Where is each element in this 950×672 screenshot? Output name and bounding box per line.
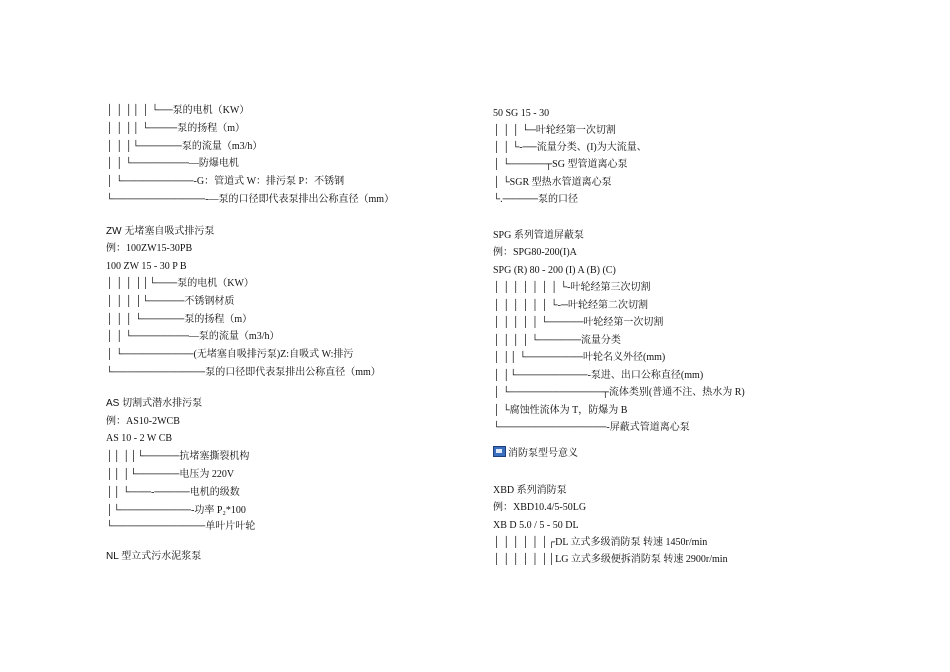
line-text: │ │ │ └──────泵的扬程（m） (106, 314, 253, 325)
line-text: 50 SG 15 - 30 (493, 108, 550, 119)
text-line (493, 446, 578, 460)
text-line (493, 404, 627, 418)
line-text: │ │ │ │ │ │┌DL 立式多级消防泵 转速 1450r/min (493, 537, 708, 548)
text-line (493, 246, 577, 260)
line-text: │ │ │ │ │ └─────叶轮经第一次切割 (493, 317, 664, 328)
text-line (106, 175, 344, 189)
text-line (106, 157, 239, 171)
text-line (493, 281, 651, 295)
text-line (106, 432, 172, 446)
line-text: │ │└──────────-泵进、出口公称直径(mm) (493, 370, 704, 381)
line-text: ││ │└──────电压为 220V (106, 469, 235, 480)
section-heading (106, 550, 201, 564)
line-text: │ │ │ │ │ │ │ └-叶轮经第三次切割 (493, 282, 651, 293)
line-text: ││ └───-─────电机的级数 (106, 487, 240, 498)
line-text: 例：SPG80-200(I)A (493, 247, 577, 258)
line-text: │ └─────┬SG 型管道离心泵 (493, 159, 628, 170)
line-text: │ └──────────(无堵塞自吸排污泵)Z:自吸式 W:排污 (106, 349, 354, 360)
line-text: └─────────────-—泵的口径即代表泵排出公称直径（mm） (106, 194, 395, 205)
text-line (106, 295, 234, 309)
text-line (106, 415, 180, 429)
text-line (106, 104, 249, 118)
text-line (493, 264, 616, 278)
line-text: NL 型立式污水泥浆泵 (106, 551, 202, 562)
line-text: └───────────────-屏蔽式管道离心泵 (493, 422, 690, 433)
text-line (106, 242, 192, 256)
image-icon (493, 446, 506, 457)
text-line (493, 386, 745, 400)
text-line (106, 122, 245, 136)
line-text: 例：AS10-2WCB (106, 416, 180, 427)
line-text: │ └SGR 型热水管道离心泵 (493, 177, 612, 188)
text-line (493, 158, 627, 172)
line-text: 例：XBD10.4/5-50LG (493, 502, 587, 513)
line-text: SPG 系列管道屏蔽泵 (493, 230, 584, 241)
line-text: AS 10 - 2 W CB (106, 433, 173, 444)
text-line (493, 141, 647, 155)
line-text: ZW 无堵塞自吸式排污泵 (106, 226, 215, 237)
line-text: │ │ └────────—泵的流量（m3/h） (106, 331, 280, 342)
line-text: │ │ │ ││└───泵的电机（KW） (106, 278, 254, 289)
text-line (106, 366, 381, 380)
line-text: 消防泵型号意义 (508, 448, 578, 459)
line-text: │ │ └────────—防爆电机 (106, 158, 239, 169)
text-line (106, 450, 249, 464)
line-text: │ └──────────-G：管道式 W：排污泵 P：不锈钢 (106, 176, 345, 187)
line-text: XB D 5.0 / 5 - 50 DL (493, 520, 579, 531)
line-text: │ │ │└──────泵的流量（m3/h） (106, 141, 263, 152)
text-line (493, 176, 612, 190)
text-line (106, 468, 234, 482)
line-text: │ │ ││ └────泵的扬程（m） (106, 123, 246, 134)
text-line (493, 519, 579, 533)
text-line (106, 277, 254, 291)
line-text: AS 切割式潜水排污泵 (106, 398, 203, 409)
text-line (106, 260, 187, 274)
line-text: │ │ │ │ └──────流量分类 (493, 335, 621, 346)
text-line (493, 124, 616, 138)
text-line (493, 107, 549, 121)
line-text: │ │ │ └─叶轮经第一次切割 (493, 125, 616, 136)
text-line (493, 193, 578, 207)
line-text: ││ ││└─────抗堵塞撕裂机构 (106, 451, 250, 462)
text-line (106, 193, 394, 207)
line-text: 100 ZW 15 - 30 P B (106, 261, 187, 272)
line-text: SPG (R) 80 - 200 (I) A (B) (C) (493, 265, 616, 276)
text-line (493, 421, 690, 435)
text-line (106, 330, 280, 344)
text-line (493, 334, 621, 348)
line-text: └.─────泵的口径 (493, 194, 579, 205)
line-text: │ │ ││ │ └──泵的电机（KW） (106, 105, 250, 116)
text-line (493, 351, 665, 365)
text-line (106, 140, 262, 154)
line-text: XBD 系列消防泵 (493, 485, 567, 496)
section-heading (106, 397, 202, 411)
text-line (493, 553, 728, 567)
line-text: │ │ └-──流量分类、(I)为大流量、 (493, 142, 647, 153)
section-heading (106, 225, 214, 239)
text-line (493, 369, 703, 383)
line-text: │ │ │ │ │ │ └-─叶轮经第二次切割 (493, 300, 649, 311)
text-line (106, 313, 252, 327)
line-text: └─────────────单叶片叶轮 (106, 521, 256, 532)
line-text: │ │ │ │ │ ││LG 立式多级便拆消防泵 转速 2900r/min (493, 554, 728, 565)
text-line (493, 536, 707, 550)
line-text: │ └腐蚀性流体为 T，防爆为 B (493, 405, 628, 416)
text-line (493, 316, 663, 330)
text-line (106, 504, 246, 518)
line-text: └─────────────泵的口径即代表泵排出公称直径（mm） (106, 367, 381, 378)
text-line (493, 299, 648, 313)
line-text: │ │ │ │└─────不锈钢材质 (106, 296, 235, 307)
line-text: │└──────────-功率 P₂*100 (106, 505, 246, 516)
text-line (493, 501, 586, 515)
line-text: │ ││ └────────叶轮名义外径(mm) (493, 352, 666, 363)
text-line (106, 348, 353, 362)
text-line (106, 520, 255, 534)
text-line (493, 229, 584, 243)
line-text: 例：100ZW15-30PB (106, 243, 193, 254)
text-line (493, 484, 567, 498)
text-line (106, 486, 240, 500)
line-text: │ └─────────────┬流体类别(普通不注、热水为 R) (493, 387, 745, 398)
